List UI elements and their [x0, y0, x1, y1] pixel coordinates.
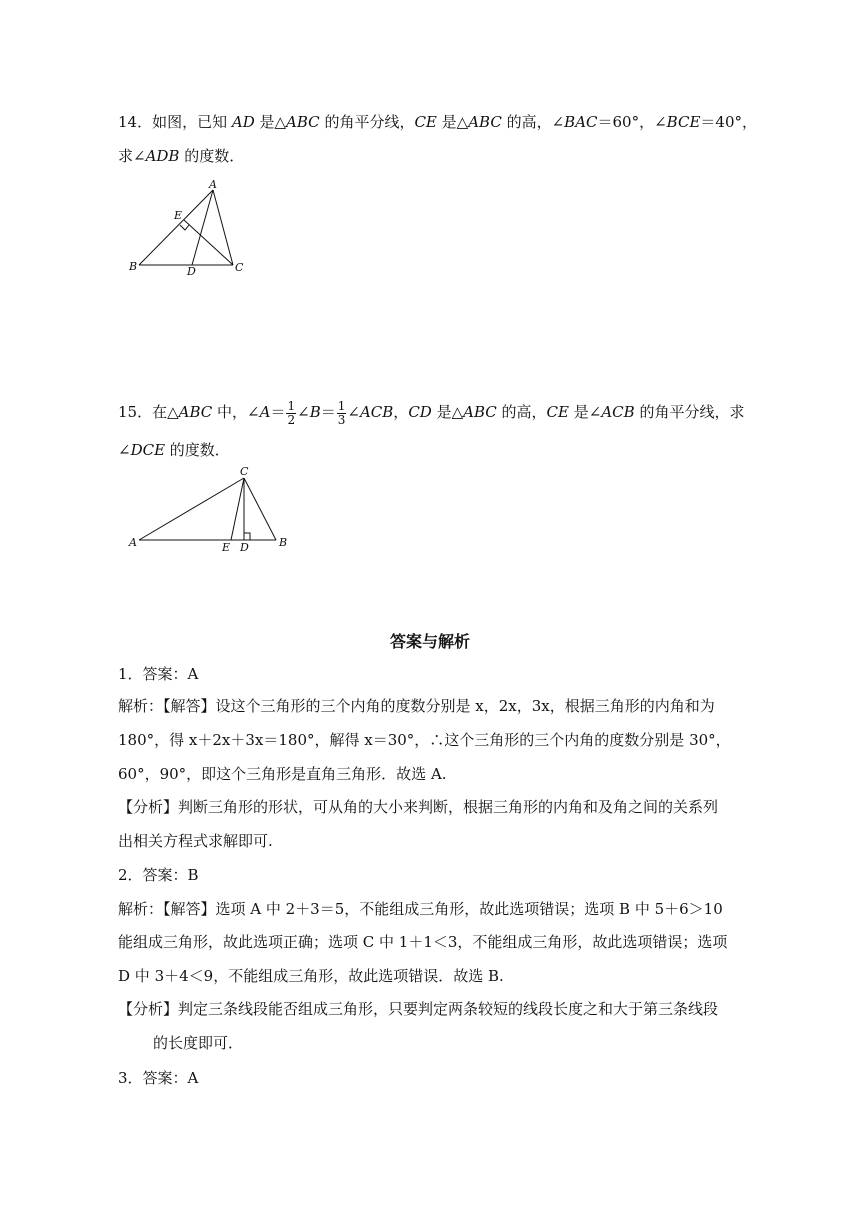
- q14-label-e: E: [174, 209, 183, 222]
- math-variable: B: [309, 403, 321, 421]
- q15-label-c: C: [240, 465, 249, 478]
- q14-line-1: [118, 112, 757, 132]
- math-variable: ABC: [178, 403, 213, 421]
- q15-fraction-third: $\frac{1}{3}$: [337, 398, 346, 427]
- text-run: 的度数．: [165, 441, 230, 459]
- q14-segment-ab: [139, 190, 213, 265]
- answer-line: 出相关方程式求解即可.: [118, 832, 273, 850]
- q15-label-b: B: [279, 536, 288, 549]
- math-variable: DCE: [130, 441, 166, 459]
- text-run: 的度数．: [179, 147, 245, 165]
- text-run: 的角平分线，求: [634, 403, 745, 421]
- answer-line: 能组成三角形，故此选项正确；选项 C 中 1＋1＜3，不能组成三角形，故此选项错误；选项: [118, 933, 728, 951]
- q15-fraction-half: $\frac{1}{2}$: [287, 398, 296, 427]
- q14-number: 14．: [118, 113, 153, 131]
- text-run: ＝: [320, 403, 336, 421]
- text-run: 的角平分线，: [319, 113, 415, 131]
- q14-right-angle-mark: [180, 225, 189, 230]
- answer-line: D 中 3＋4＜9，不能组成三角形，故此选项错误．故选 B.: [118, 967, 504, 985]
- q15-stem-line2: [118, 441, 230, 459]
- text-run: 在△: [152, 403, 179, 421]
- math-variable: ACB: [359, 403, 394, 421]
- q14-label-b: B: [129, 260, 138, 273]
- text-run: ，: [393, 403, 409, 421]
- answer-line: 60°，90°，即这个三角形是直角三角形．故选 A.: [118, 765, 447, 783]
- q15-segment-ce: [231, 478, 244, 540]
- text-run: 的高，: [496, 403, 547, 421]
- math-variable: ACB: [601, 403, 635, 421]
- math-variable: ABC: [286, 113, 320, 131]
- text-run: 是△: [431, 403, 464, 421]
- q14-segment-ce: [184, 220, 233, 265]
- text-run: 中，∠: [212, 403, 260, 421]
- math-variable: CE: [546, 403, 569, 421]
- math-variable: A: [259, 403, 271, 421]
- q15-segment-cb: [244, 478, 276, 540]
- q14-line-2: [118, 146, 244, 166]
- q14-segment-ac: [213, 190, 233, 265]
- math-variable: ABC: [463, 403, 497, 421]
- text-run: 如图，已知: [152, 113, 232, 131]
- answers-title: 答案与解析: [389, 632, 470, 651]
- q14-label-d: D: [187, 265, 196, 276]
- text-run: 的高，∠: [501, 113, 565, 131]
- math-variable: ABC: [468, 113, 502, 131]
- text-run: 是△: [254, 113, 287, 131]
- q15-label-e: E: [222, 541, 231, 553]
- text-run: ＝40°，: [700, 113, 757, 131]
- text-run: 是∠: [568, 403, 602, 421]
- q15-stem-a: [152, 403, 285, 421]
- q14-stem-line2: [118, 147, 244, 165]
- text-run: 求∠: [118, 147, 146, 165]
- q14-label-c: C: [235, 261, 244, 274]
- math-variable: CD: [408, 403, 432, 421]
- text-run: ＝60°，∠: [597, 113, 667, 131]
- q15-label-a: A: [129, 536, 137, 549]
- q15-line-1: [118, 396, 744, 428]
- q14-label-a: A: [209, 178, 217, 191]
- answer-line: 【分析】判断三角形的形状，可从角的大小来判断，根据三角形的内角和及角之间的关系列: [118, 798, 719, 816]
- math-variable: ADB: [145, 147, 180, 165]
- answer-line: 3．答案：A: [118, 1069, 199, 1087]
- q15-line-2: [118, 440, 230, 460]
- q15-stem-b: [297, 403, 336, 421]
- text-run: ∠: [347, 403, 360, 421]
- math-variable: BCE: [666, 113, 701, 131]
- math-variable: AD: [231, 113, 255, 131]
- answer-line: 【分析】判定三条线段能否组成三角形，只要判定两条较短的线段长度之和大于第三条线段: [118, 1000, 719, 1018]
- text-run: ＝: [270, 403, 286, 421]
- math-variable: CE: [414, 113, 437, 131]
- math-variable: BAC: [564, 113, 598, 131]
- q14-figure: [125, 176, 265, 276]
- q15-right-angle-mark: [244, 533, 250, 540]
- q15-figure: [125, 463, 305, 553]
- answer-line: 180°，得 x＋2x＋3x＝180°，解得 x＝30°，∴这个三角形的三个内角的度数分别是 30°，: [118, 731, 731, 749]
- answer-line: 2．答案：B: [118, 866, 199, 884]
- answer-line: 解析：【解答】选项 A 中 2＋3＝5，不能组成三角形，故此选项错误；选项 B 中 5＋6＞10: [118, 900, 723, 918]
- q15-segment-ac: [139, 478, 244, 540]
- answer-line: 解析：【解答】设这个三角形的三个内角的度数分别是 x，2x，3x，根据三角形的内角和为: [118, 697, 715, 715]
- answer-line: 的长度即可．: [153, 1034, 244, 1052]
- text-run: ∠: [118, 441, 131, 459]
- answer-line: 1．答案：A: [118, 665, 199, 683]
- q15-number: 15．: [118, 403, 153, 421]
- q14-stem-line1: [152, 113, 757, 131]
- text-run: ∠: [297, 403, 310, 421]
- text-run: 是△: [436, 113, 469, 131]
- q15-label-d: D: [240, 541, 249, 553]
- q15-stem-c: [347, 403, 744, 421]
